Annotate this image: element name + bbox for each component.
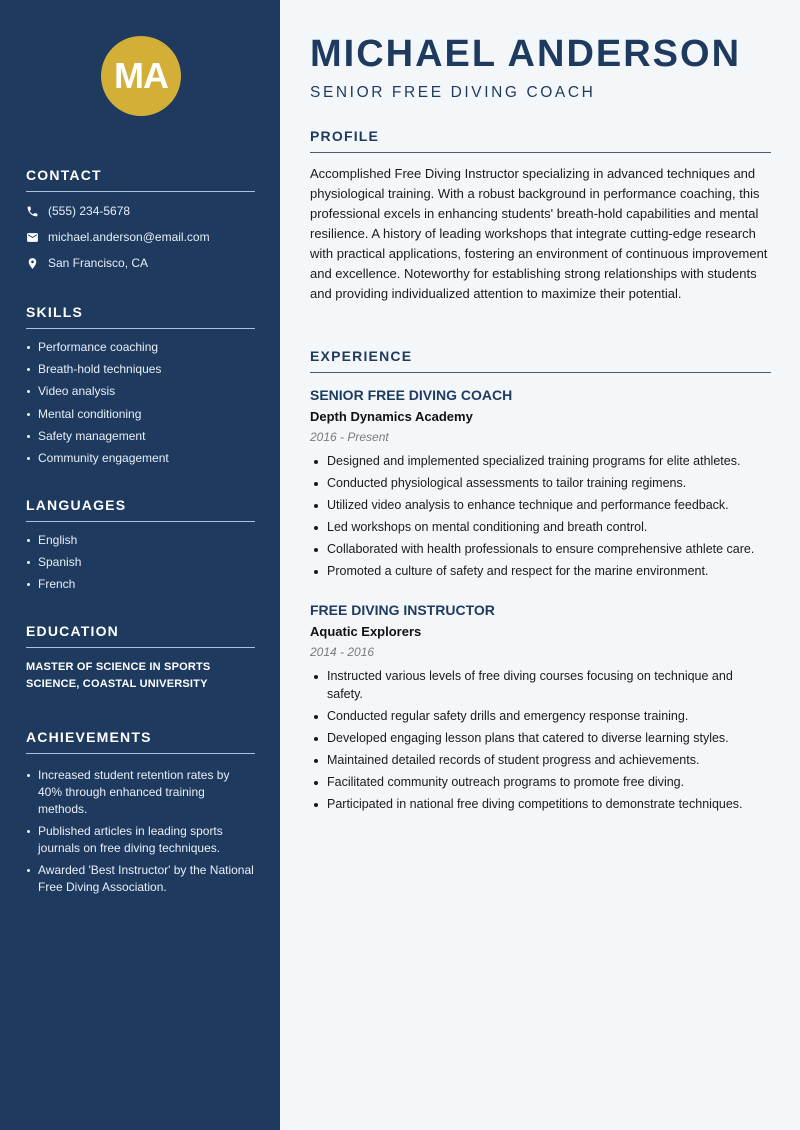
achievement-item: Awarded 'Best Instructor' by the National Free Diving Association. xyxy=(26,862,255,896)
profile-text: Accomplished Free Diving Instructor specializing in advanced techniques and physiological training. With a robust background in performance coaching, this professional excels in enhancing students' breath-hold capabilities and mental resilience. A history of leading workshops that integrate cutting-edge research with practical applications, fostering an environment of continuous improvement and excellence. Noteworthy for establishing strong relationships with students and providing individualized attention to maximize their potential. xyxy=(310,166,768,301)
job-bullet: Collaborated with health professionals to ensure comprehensive athlete care. xyxy=(310,541,771,559)
skill-item: Mental conditioning xyxy=(26,407,255,421)
location-text: San Francisco, CA xyxy=(48,256,149,270)
job-dates: 2014 - 2016 xyxy=(310,645,375,659)
skills-list xyxy=(26,340,255,465)
profile-heading: PROFILE xyxy=(310,128,771,153)
avatar-initials: MA xyxy=(114,55,168,96)
phone-text: (555) 234-5678 xyxy=(48,204,131,218)
job-bullet: Facilitated community outreach programs to promote free diving. xyxy=(310,774,771,792)
achievement-item: Increased student retention rates by 40% through enhanced training methods. xyxy=(26,767,255,818)
skill-item: Video analysis xyxy=(26,384,255,398)
candidate-name: MICHAEL ANDERSON xyxy=(310,33,742,75)
skill-item: Performance coaching xyxy=(26,340,255,354)
job-bullet: Designed and implemented specialized training programs for elite athletes. xyxy=(310,453,771,471)
job-bullet: Utilized video analysis to enhance technique and performance feedback. xyxy=(310,497,771,515)
job-bullet: Participated in national free diving competitions to demonstrate techniques. xyxy=(310,796,771,814)
skills-heading: SKILLS xyxy=(26,304,255,329)
job-title: SENIOR FREE DIVING COACH xyxy=(310,387,513,403)
contact-section xyxy=(26,167,255,276)
language-item: French xyxy=(26,577,255,591)
achievements-list xyxy=(26,767,255,896)
job-bullets xyxy=(310,668,771,813)
job-dates: 2016 - Present xyxy=(310,430,389,444)
job-bullet: Promoted a culture of safety and respect for the marine environment. xyxy=(310,563,771,581)
achievement-item: Published articles in leading sports journals on free diving techniques. xyxy=(26,823,255,857)
achievements-section xyxy=(26,729,255,901)
email-text: michael.anderson@email.com xyxy=(48,230,210,244)
skill-item: Safety management xyxy=(26,429,255,443)
languages-list xyxy=(26,533,255,591)
job-bullets xyxy=(310,453,771,581)
avatar xyxy=(101,36,181,116)
contact-phone[interactable] xyxy=(26,198,255,224)
job-entry xyxy=(310,386,771,586)
job-bullet: Maintained detailed records of student progress and achievements. xyxy=(310,752,771,770)
language-item: English xyxy=(26,533,255,547)
location-pin-icon xyxy=(26,257,39,270)
sidebar xyxy=(0,0,280,1130)
job-title: FREE DIVING INSTRUCTOR xyxy=(310,602,495,618)
contact-email[interactable] xyxy=(26,224,255,250)
candidate-title: SENIOR FREE DIVING COACH xyxy=(310,84,596,101)
job-bullet: Conducted physiological assessments to tailor training regimens. xyxy=(310,475,771,493)
languages-heading: LANGUAGES xyxy=(26,497,255,522)
contact-heading: CONTACT xyxy=(26,167,255,192)
achievements-heading: ACHIEVEMENTS xyxy=(26,729,255,754)
job-bullet: Developed engaging lesson plans that catered to diverse learning styles. xyxy=(310,730,771,748)
languages-section xyxy=(26,497,255,600)
phone-icon xyxy=(26,205,39,218)
education-section xyxy=(26,623,255,693)
email-icon xyxy=(26,231,39,244)
job-company: Depth Dynamics Academy xyxy=(310,409,473,424)
job-bullet: Conducted regular safety drills and emergency response training. xyxy=(310,708,771,726)
job-entry xyxy=(310,601,771,818)
job-bullet: Instructed various levels of free diving courses focusing on technique and safety. xyxy=(310,668,771,703)
skill-item: Breath-hold techniques xyxy=(26,362,255,376)
job-company: Aquatic Explorers xyxy=(310,624,422,639)
language-item: Spanish xyxy=(26,555,255,569)
skill-item: Community engagement xyxy=(26,451,255,465)
education-heading: EDUCATION xyxy=(26,623,255,648)
experience-heading: EXPERIENCE xyxy=(310,348,771,373)
skills-section xyxy=(26,304,255,473)
education-degree: MASTER OF SCIENCE IN SPORTS SCIENCE, COASTAL UNIVERSITY xyxy=(26,661,211,690)
job-bullet: Led workshops on mental conditioning and breath control. xyxy=(310,519,771,537)
contact-location xyxy=(26,250,255,276)
